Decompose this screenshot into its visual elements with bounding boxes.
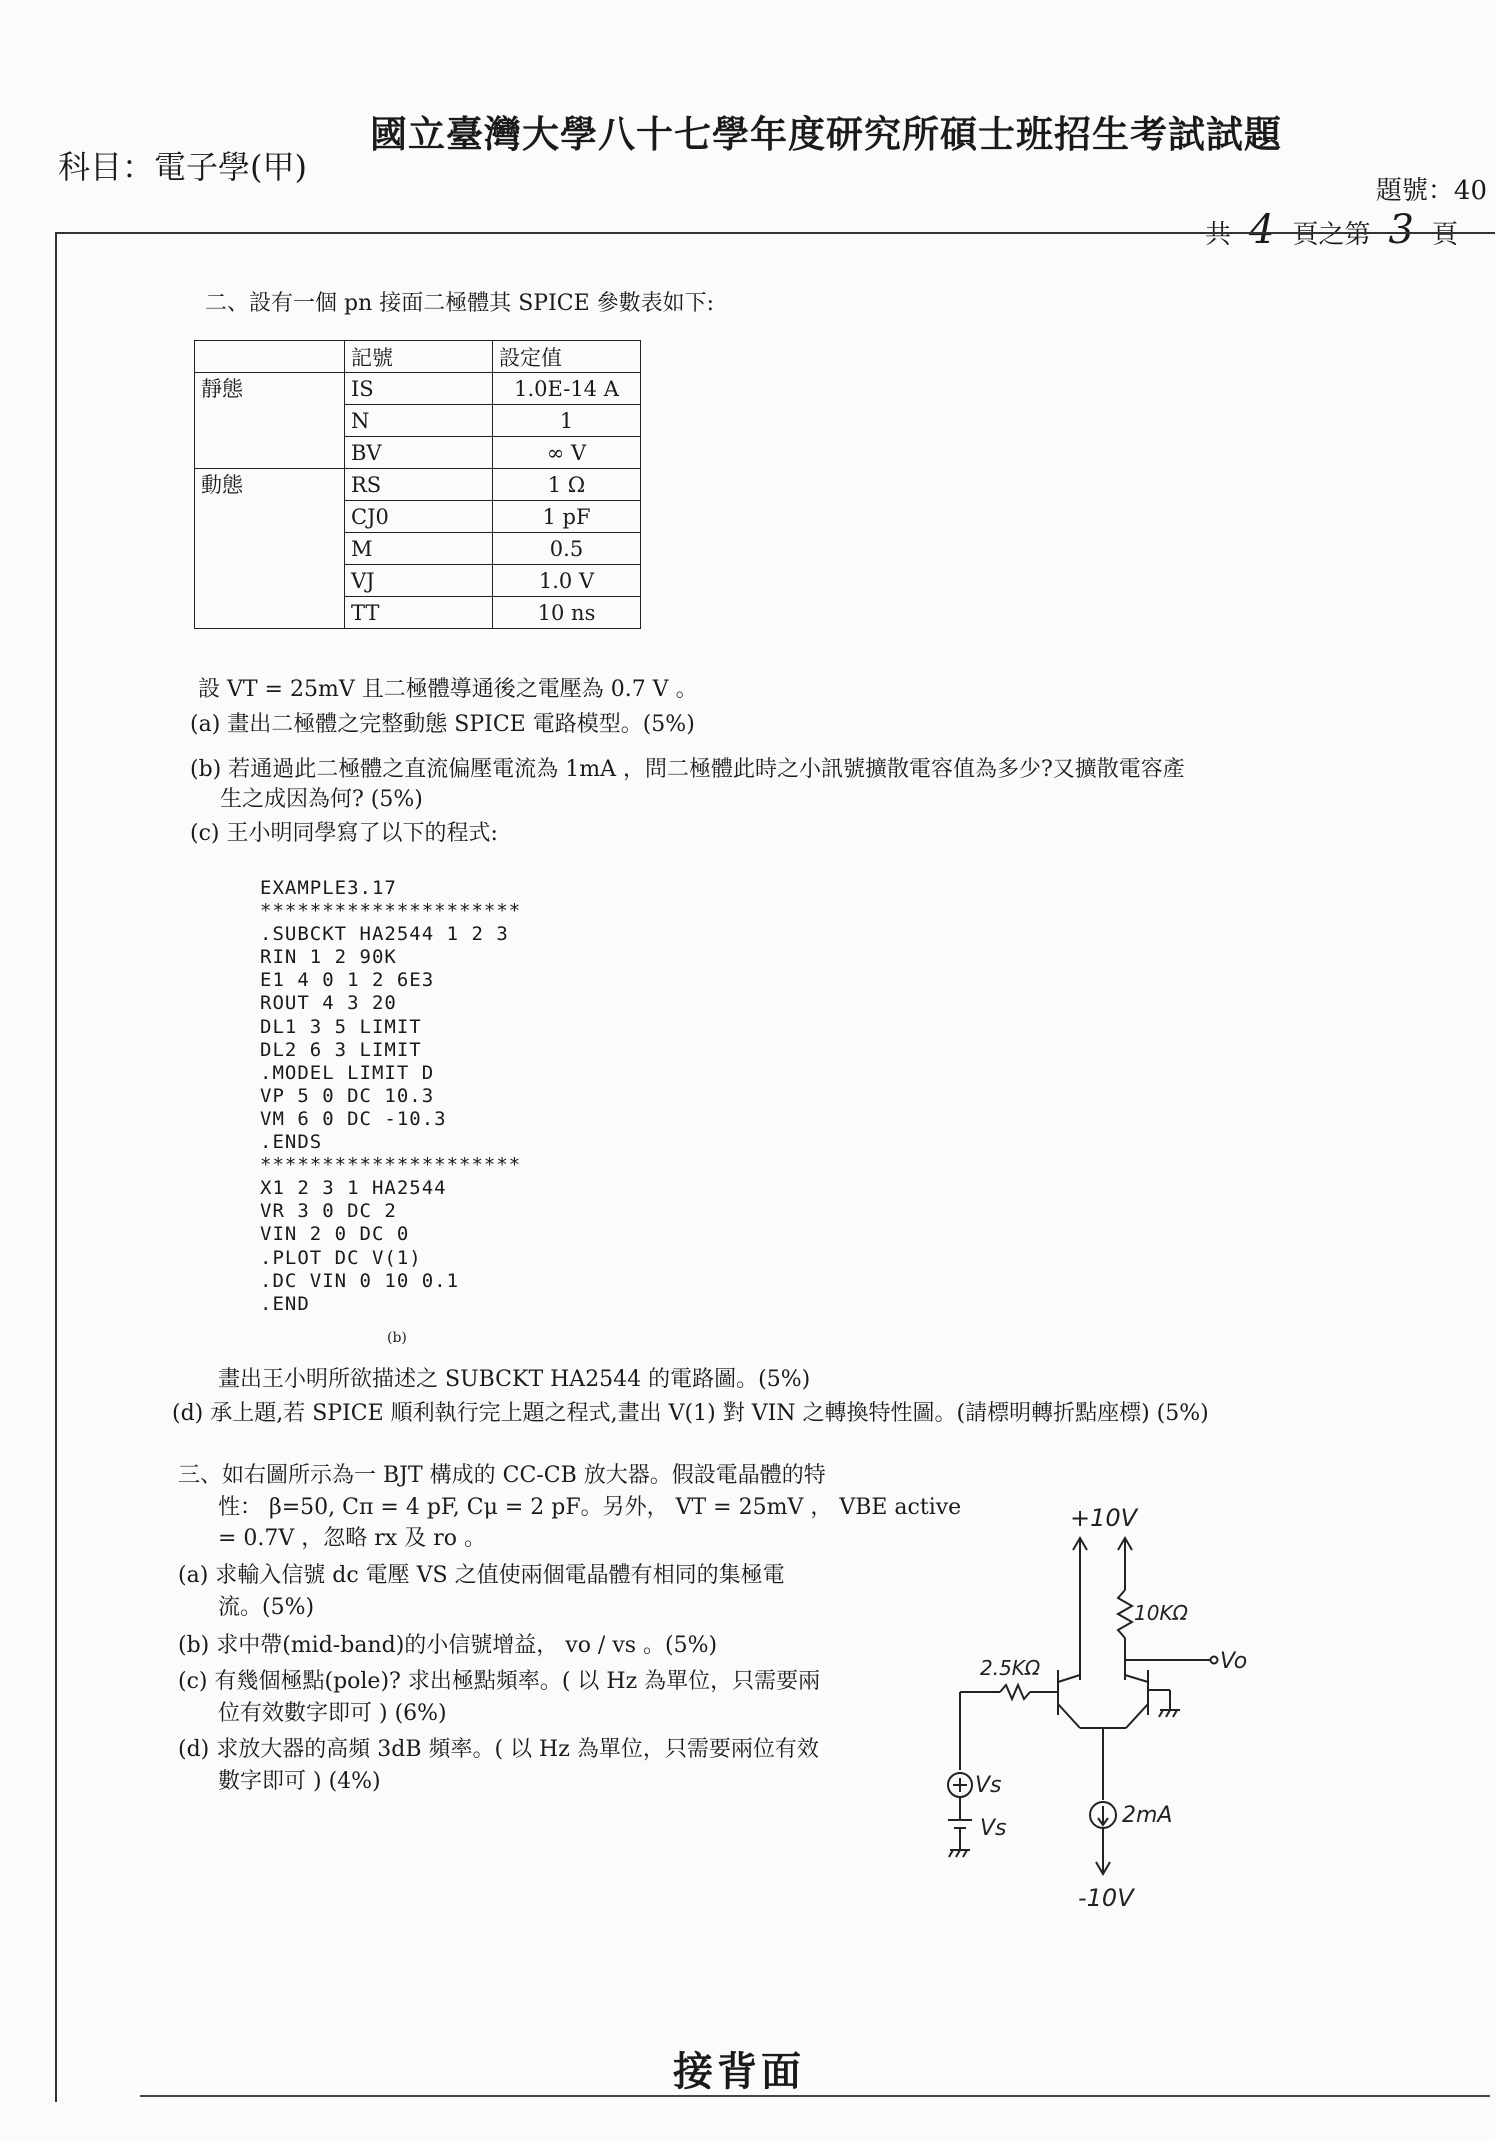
q1-emitter-lead	[1058, 1704, 1080, 1728]
exam-title: 國立臺灣大學八十七學年度研究所碩士班招生考試試題	[370, 112, 1282, 156]
code-caption: (b)	[387, 1330, 407, 1346]
q3-part-a-line2: 流。(5%)	[218, 1595, 315, 1620]
rs-resistor	[1000, 1685, 1030, 1699]
static-group-label: 靜態	[195, 373, 345, 469]
q3-part-c-line1: (c) 有幾個極點(pole)? 求出極點頻率。( 以 Hz 為單位，只需要兩	[178, 1669, 821, 1694]
table-row-symbol: CJ0	[345, 501, 493, 533]
pages-suffix: 頁	[1431, 220, 1458, 250]
rc-resistor	[1118, 1590, 1132, 1638]
dynamic-group-label: 動態	[195, 469, 345, 629]
pages-total: 4	[1249, 207, 1275, 253]
q2-emitter-lead	[1126, 1704, 1148, 1728]
q3-part-d-line2: 數字即可 ) (4%)	[218, 1769, 381, 1794]
subject-label: 科目：電子學(甲)	[58, 148, 307, 186]
pages-current: 3	[1388, 207, 1414, 253]
q2-part-c: (c) 王小明同學寫了以下的程式:	[190, 821, 498, 846]
q3-part-b: (b) 求中帶(mid-band)的小信號增益， vo / vs 。(5%)	[178, 1633, 718, 1658]
table-row-symbol: RS	[345, 469, 493, 501]
table-row-value: 0.5	[493, 533, 641, 565]
vee-label: -10V	[1078, 1884, 1134, 1912]
vcc-label: +10V	[1070, 1504, 1138, 1532]
table-row-value: 10 ns	[493, 597, 641, 629]
table-row-value: 1	[493, 405, 641, 437]
cc-cb-amplifier-circuit	[930, 1500, 1248, 1930]
spice-parameter-table	[194, 340, 641, 629]
question-number-text: 題號：40	[1375, 176, 1487, 206]
rc-label: 10KΩ	[1134, 1601, 1188, 1625]
table-row-symbol: TT	[345, 597, 493, 629]
q3-line3: = 0.7V ，忽略 rx 及 ro 。	[218, 1526, 486, 1551]
table-row-symbol: N	[345, 405, 493, 437]
vo-label: Vo	[1220, 1649, 1248, 1674]
q3-part-a-line1: (a) 求輸入信號 dc 電壓 VS 之值使兩個電晶體有相同的集極電	[178, 1563, 785, 1588]
table-header-value: 設定值	[493, 341, 641, 373]
q2-assumption: 設 VT = 25mV 且二極體導通後之電壓為 0.7 V 。	[198, 677, 698, 702]
vs-dc-label: Vs	[980, 1816, 1007, 1841]
current-source-label: 2mA	[1122, 1803, 1173, 1828]
frame-bottom-border	[140, 2095, 1490, 2097]
q2-part-d: (d) 承上題,若 SPICE 順利執行完上題之程式,畫出 V(1) 對 VIN 之轉換特性圖。(請標明轉折點座標) (5%)	[172, 1401, 1209, 1426]
table-row-symbol: IS	[345, 373, 493, 405]
table-row-value: 1 Ω	[493, 469, 641, 501]
q2-part-a: (a) 畫出二極體之完整動態 SPICE 電路模型。(5%)	[190, 712, 695, 737]
rs-label: 2.5KΩ	[980, 1656, 1041, 1680]
q2-part-b-line1: (b) 若通過此二極體之直流偏壓電流為 1mA ，問二極體此時之小訊號擴散電容值為多少?又擴散電容產	[190, 757, 1185, 782]
frame-left-border	[55, 232, 57, 2102]
vs-ac-label: Vs	[975, 1773, 1002, 1798]
table-header-symbol: 記號	[345, 341, 493, 373]
table-row-value: ∞ V	[493, 437, 641, 469]
q3-part-d-line1: (d) 求放大器的高頻 3dB 頻率。( 以 Hz 為單位，只需要兩位有效	[178, 1737, 819, 1762]
table-row-symbol: BV	[345, 437, 493, 469]
question-number	[1376, 170, 1487, 207]
q1-collector-lead	[1058, 1675, 1080, 1682]
q2-part-b-line2: 生之成因為何? (5%)	[220, 787, 423, 812]
page-indicator	[1205, 207, 1458, 253]
pages-prefix: 共	[1205, 220, 1232, 250]
table-row-symbol: M	[345, 533, 493, 565]
q3-part-c-line2: 位有效數字即可 ) (6%)	[218, 1701, 447, 1726]
q2-part-c-task: 畫出王小明所欲描述之 SUBCKT HA2544 的電路圖。(5%)	[218, 1367, 811, 1392]
continue-on-back: 接背面	[673, 2048, 805, 2095]
q2-collector-lead	[1125, 1675, 1148, 1682]
q3-line2: 性： β=50, Cπ = 4 pF, Cμ = 2 pF。另外， VT = 25mV ， VBE active	[218, 1495, 962, 1520]
frame-top-border	[55, 232, 1495, 234]
table-corner	[195, 341, 345, 373]
table-row-value: 1 pF	[493, 501, 641, 533]
table-row-symbol: VJ	[345, 565, 493, 597]
q3-line1: 三、如右圖所示為一 BJT 構成的 CC-CB 放大器。假設電晶體的特	[178, 1463, 826, 1488]
q2-intro: 二、設有一個 pn 接面二極體其 SPICE 參數表如下:	[205, 291, 715, 316]
vo-terminal	[1211, 1657, 1218, 1664]
spice-code-listing: EXAMPLE3.17 ********************* .SUBCKT HA2544 1 2 3 RIN 1 2 90K E1 4 0 1 2 6E3 ROUT 4 3 20 DL1 3 5 LIMIT DL2 6 3 LIMIT .MODEL LIMIT D VP 5 0 DC 10.3 VM 6 0 DC -10.3 .ENDS ********************* X1 2 3 1 HA2544 VR 3 0 DC 2 VIN 2 0 DC 0 .PLOT DC V(1) .DC VIN 0 10 0.1 .END	[260, 877, 522, 1315]
table-row-value: 1.0 V	[493, 565, 641, 597]
pages-mid: 頁之第	[1292, 220, 1371, 250]
table-row-value: 1.0E-14 A	[493, 373, 641, 405]
